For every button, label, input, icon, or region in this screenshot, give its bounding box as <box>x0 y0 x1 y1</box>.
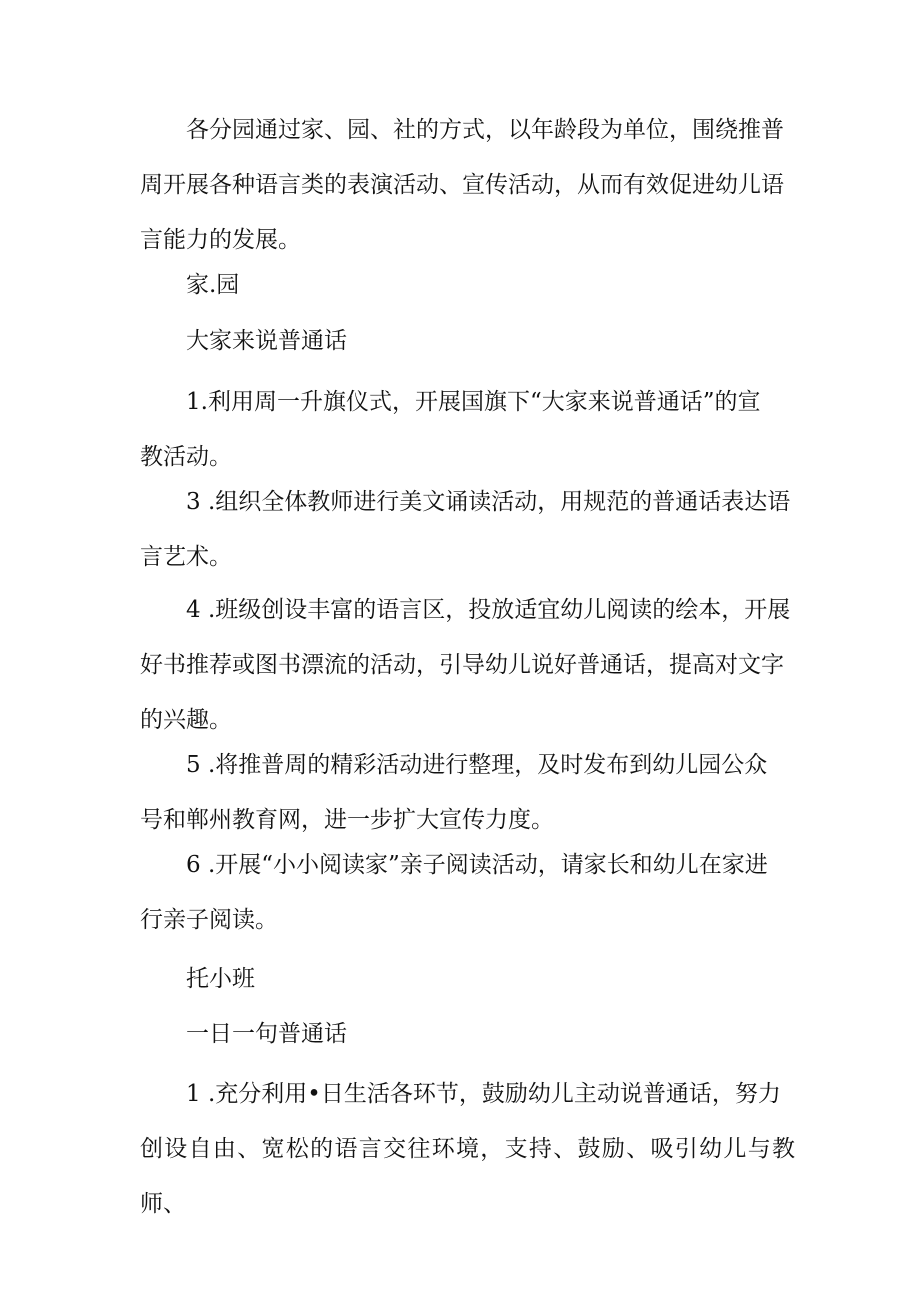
text-line: 家.园 <box>186 272 240 298</box>
list-item-3 <box>140 475 795 585</box>
text-line: 行亲子阅读。 <box>140 907 278 933</box>
text-line: 一日一句普通话 <box>186 1021 347 1047</box>
text-line: 教活动。 <box>140 444 232 470</box>
paragraph-intro <box>140 103 795 268</box>
text-line: 创设自由、宽松的语言交往环境，支持、鼓励、吸引幼儿与教师、 <box>140 1136 795 1217</box>
list-item-5 <box>140 738 795 848</box>
section-heading-everyone-speaks <box>140 314 795 369</box>
text-line: 5 .将推普周的精彩活动进行整理，及时发布到幼儿园公众 <box>186 752 768 778</box>
text-line: 1 .充分利用•日生活各环节，鼓励幼儿主动说普通话，努力 <box>186 1081 781 1107</box>
section-heading-home-kindergarten <box>140 258 795 313</box>
section-heading-daily-sentence <box>140 1007 795 1062</box>
text-line: 3 .组织全体教师进行美文诵读活动，用规范的普通话表达语 <box>186 489 791 515</box>
list-item-6 <box>140 838 795 948</box>
list-item-1 <box>140 375 795 485</box>
list-item-daily-1 <box>140 1067 795 1232</box>
text-line: 的兴趣。 <box>140 707 232 733</box>
list-item-4 <box>140 583 795 748</box>
text-line: 言能力的发展。 <box>140 227 301 253</box>
text-line: 6 .开展“小小阅读家”亲子阅读活动，请家长和幼儿在家进 <box>186 852 768 878</box>
section-heading-toddler-class <box>140 952 795 1007</box>
text-line: 号和郸州教育网，进一步扩大宣传力度。 <box>140 807 554 833</box>
text-line: 托小班 <box>186 966 255 992</box>
text-line: 1.利用周一升旗仪式，开展国旗下“大家来说普通话”的宣 <box>186 389 761 415</box>
text-line: 大家来说普通话 <box>186 328 347 354</box>
text-line: 4 .班级创设丰富的语言区，投放适宜幼儿阅读的绘本，开展 <box>186 597 791 623</box>
text-line: 各分园通过家、园、社的方式，以年龄段为单位，围绕推普 <box>186 117 784 143</box>
text-line: 周开展各种语言类的表演活动、宣传活动，从而有效促进幼儿语 <box>140 172 784 198</box>
text-line: 言艺术。 <box>140 544 232 570</box>
text-line: 好书推荐或图书漂流的活动，引导幼儿说好普通话，提高对文字 <box>140 652 784 678</box>
